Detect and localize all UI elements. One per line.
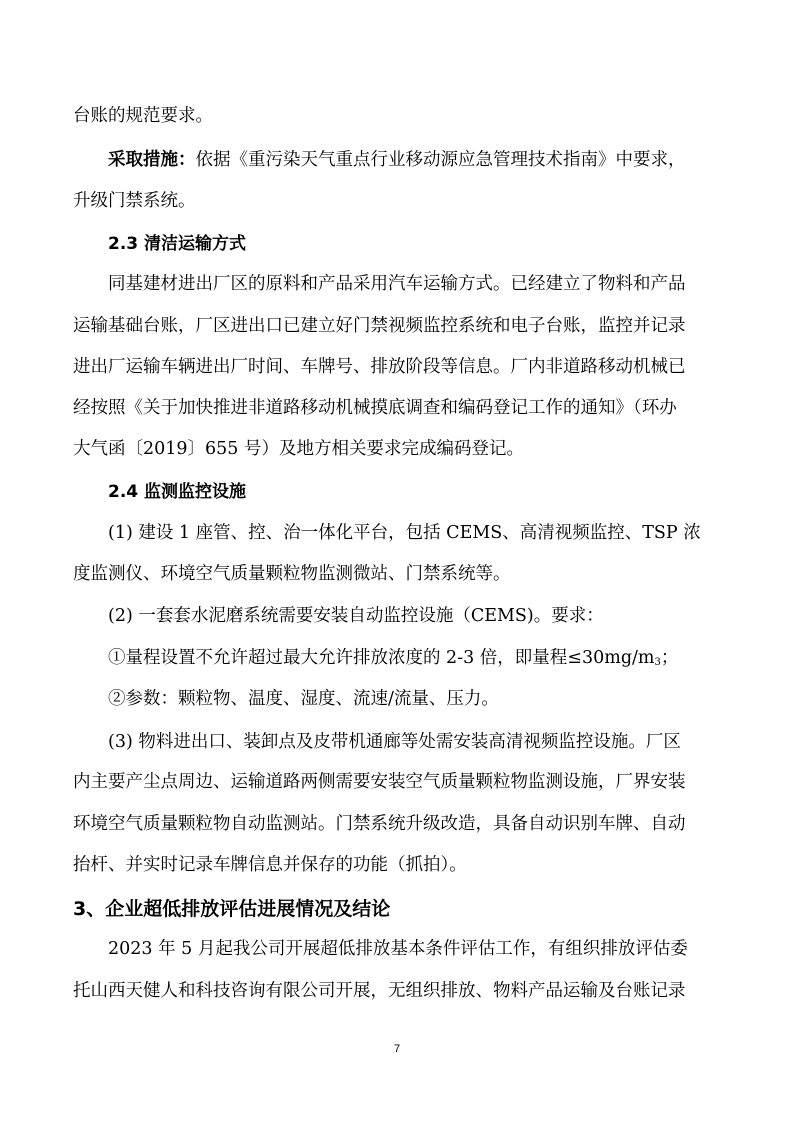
paragraph-line: 同基建材进出厂区的原料和产品采用汽车运输方式。已经建立了物料和产品: [108, 274, 686, 294]
measures-paragraph-line: [0, 149, 794, 171]
paragraph-line: 抬杆、并实时记录车牌信息并保存的功能（抓拍）。: [73, 855, 467, 875]
measures-label: 采取措施：: [108, 150, 196, 170]
range-requirement-text: ①量程设置不允许超过最大允许排放浓度的 2-3 倍，即量程≤30mg/m: [108, 648, 655, 668]
paragraph-line: 台账的规范要求。: [73, 106, 213, 126]
section-heading-2-4: 2.4 监测监控设施: [108, 482, 247, 502]
paragraph-line: 升级门禁系统。: [73, 191, 196, 211]
paragraph-line: 托山西天健人和科技咨询有限公司开展，无组织排放、物料产品运输及台账记录: [73, 981, 686, 1001]
paragraph-line: (1) 建设 1 座管、控、治一体化平台，包括 CEMS、高清视频监控、TSP 浓: [108, 523, 701, 543]
paragraph-line: 进出厂运输车辆进出厂时间、车牌号、排放阶段等信息。厂内非道路移动机械已: [73, 357, 686, 377]
paragraph-line: 运输基础台账，厂区进出口已建立好门禁视频监控系统和电子台账，监控并记录: [73, 316, 686, 336]
paragraph-line: 内主要产尘点周边、运输道路两侧需要安装空气质量颗粒物监测设施，厂界安装: [73, 772, 686, 792]
paragraph-line: 环境空气质量颗粒物自动监测站。门禁系统升级改造，具备自动识别车牌、自动: [73, 814, 686, 834]
paragraph-line: (2) 一套套水泥磨系统需要安装自动监控设施（CEMS)。要求：: [108, 606, 604, 626]
measures-text: 依据《重污染天气重点行业移动源应急管理技术指南》中要求，: [195, 150, 686, 170]
paragraph-line: ②参数：颗粒物、温度、湿度、流速/流量、压力。: [108, 689, 499, 709]
paragraph-line: 度监测仪、环境空气质量颗粒物监测微站、门禁系统等。: [73, 564, 511, 584]
unit-subscript: 3: [654, 657, 661, 668]
section-heading-2-3: 2.3 清洁运输方式: [108, 234, 247, 254]
line-end-punctuation: ；: [660, 648, 679, 668]
paragraph-line: 2023 年 5 月起我公司开展超低排放基本条件评估工作，有组织排放评估委: [108, 939, 688, 959]
range-requirement-line: [0, 647, 794, 674]
paragraph-line: 经按照《关于加快推进非道路移动机械摸底调查和编码登记工作的通知》（环办: [73, 398, 677, 418]
paragraph-line: 大气函〔2019〕655 号）及地方相关要求完成编码登记。: [73, 439, 524, 459]
paragraph-line: (3) 物料进出口、装卸点及皮带机通廊等处需安装高清视频监控设施。厂区: [108, 732, 681, 752]
page-number: 7: [393, 1043, 401, 1055]
section-heading-3: 3、企业超低排放评估进展情况及结论: [73, 898, 391, 920]
